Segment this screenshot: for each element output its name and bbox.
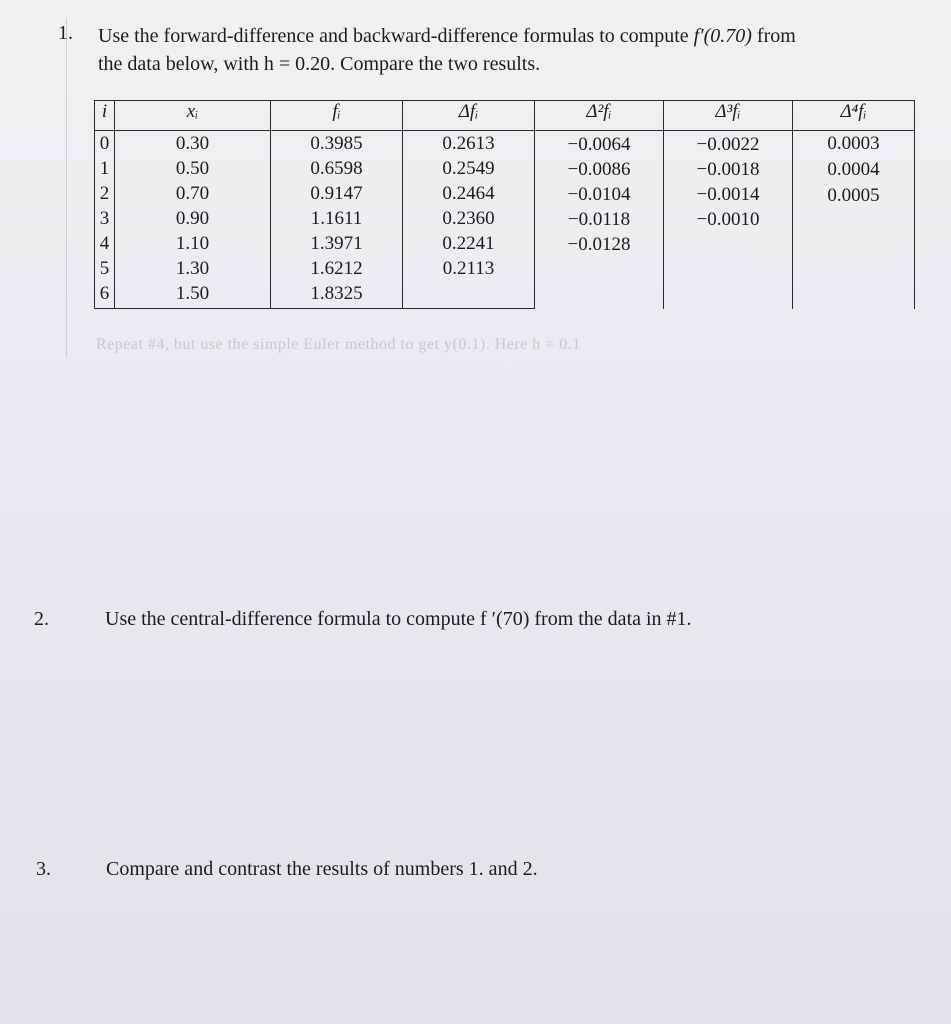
cell-f: 1.6212 bbox=[271, 256, 403, 281]
table-row bbox=[95, 131, 915, 157]
delta3-value: −0.0018 bbox=[696, 159, 760, 180]
delta3-value: −0.0014 bbox=[696, 184, 760, 205]
cell-i: 4 bbox=[95, 231, 115, 256]
delta3-column bbox=[664, 131, 793, 309]
margin-line bbox=[66, 18, 67, 358]
header-i: i bbox=[95, 101, 115, 131]
question-3-number: 3. bbox=[36, 858, 51, 880]
question-1-line2: the data below, with h = 0.20. Compare the two results. bbox=[98, 53, 541, 75]
cell-i: 6 bbox=[95, 281, 115, 309]
cell-i: 1 bbox=[95, 156, 115, 181]
table-header-row bbox=[95, 101, 915, 131]
cell-delta1: 0.2549 bbox=[403, 156, 535, 181]
cell-f: 0.9147 bbox=[271, 181, 403, 206]
cell-x: 0.50 bbox=[115, 156, 271, 181]
delta2-value: −0.0128 bbox=[567, 234, 631, 255]
difference-table bbox=[94, 100, 915, 309]
cell-x: 1.30 bbox=[115, 256, 271, 281]
header-delta1: Δfᵢ bbox=[403, 101, 535, 131]
cell-i: 0 bbox=[95, 131, 115, 157]
delta2-value: −0.0104 bbox=[567, 184, 631, 205]
cell-x: 0.30 bbox=[115, 131, 271, 157]
question-2-text: Use the central-difference formula to compute f ′(70) from the data in #1. bbox=[105, 608, 692, 630]
delta4-value: 0.0003 bbox=[827, 133, 880, 154]
cell-x: 1.10 bbox=[115, 231, 271, 256]
cell-delta1: 0.2613 bbox=[403, 131, 535, 157]
question-3-text: Compare and contrast the results of numbers 1. and 2. bbox=[106, 858, 538, 880]
cell-delta1: 0.2241 bbox=[403, 231, 535, 256]
bleed-through-text: Repeat #4, but use the simple Euler method to get y(0.1). Here h = 0.1 bbox=[96, 336, 581, 353]
cell-delta1: 0.2360 bbox=[403, 206, 535, 231]
header-delta4: Δ⁴fᵢ bbox=[793, 101, 915, 131]
cell-delta1 bbox=[403, 281, 535, 309]
delta2-value: −0.0064 bbox=[567, 134, 631, 155]
delta4-column bbox=[793, 131, 915, 309]
cell-x: 0.90 bbox=[115, 206, 271, 231]
question-1-line1: Use the forward-difference and backward-difference formulas to compute bbox=[98, 25, 689, 47]
cell-f: 1.1611 bbox=[271, 206, 403, 231]
cell-f: 0.6598 bbox=[271, 156, 403, 181]
cell-f: 0.3985 bbox=[271, 131, 403, 157]
cell-f: 1.8325 bbox=[271, 281, 403, 309]
cell-x: 0.70 bbox=[115, 181, 271, 206]
question-1-line1-end: from bbox=[756, 25, 796, 47]
cell-i: 5 bbox=[95, 256, 115, 281]
delta3-value: −0.0022 bbox=[696, 134, 760, 155]
header-delta3: Δ³fᵢ bbox=[664, 101, 793, 131]
header-x: xᵢ bbox=[115, 101, 271, 131]
delta3-value: −0.0010 bbox=[696, 209, 760, 230]
header-f: fᵢ bbox=[271, 101, 403, 131]
question-2-number: 2. bbox=[34, 608, 49, 630]
header-delta2: Δ²fᵢ bbox=[535, 101, 664, 131]
delta4-value: 0.0005 bbox=[827, 185, 880, 206]
question-1-text bbox=[98, 22, 908, 78]
question-1-derivative: f′(0.70) bbox=[693, 25, 752, 47]
delta2-value: −0.0118 bbox=[567, 209, 631, 230]
delta2-column bbox=[535, 131, 664, 309]
cell-x: 1.50 bbox=[115, 281, 271, 309]
question-1-number: 1. bbox=[58, 22, 73, 44]
cell-f: 1.3971 bbox=[271, 231, 403, 256]
delta4-value: 0.0004 bbox=[827, 159, 880, 180]
cell-i: 3 bbox=[95, 206, 115, 231]
cell-delta1: 0.2464 bbox=[403, 181, 535, 206]
delta2-value: −0.0086 bbox=[567, 159, 631, 180]
cell-i: 2 bbox=[95, 181, 115, 206]
cell-delta1: 0.2113 bbox=[403, 256, 535, 281]
